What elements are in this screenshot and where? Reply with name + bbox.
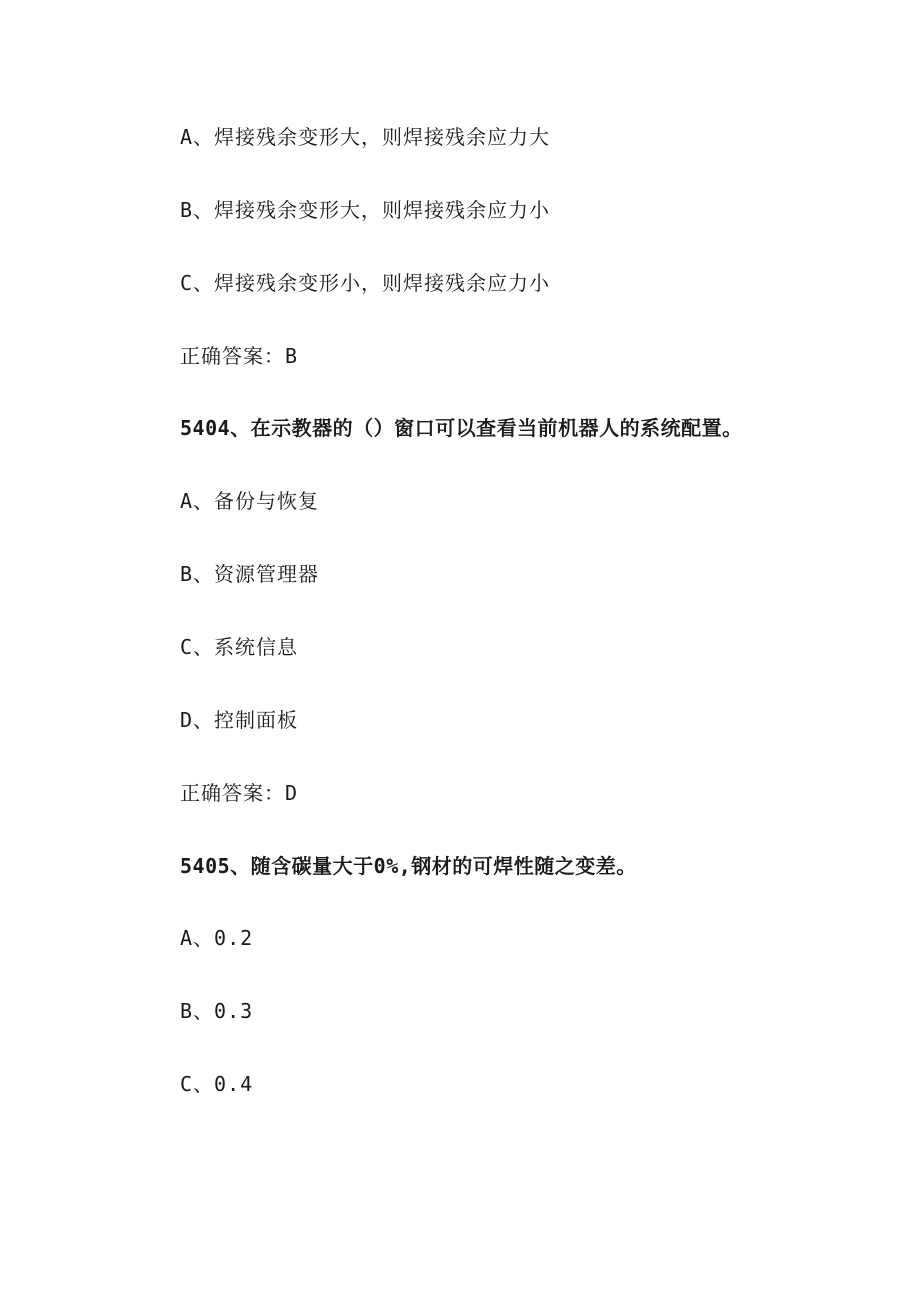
- option-d: D、控制面板: [180, 708, 299, 732]
- option-b: B、焊接残余变形大，则焊接残余应力小: [180, 198, 551, 222]
- option-b: B、0.3: [180, 999, 254, 1023]
- option-c: C、焊接残余变形小，则焊接残余应力小: [180, 271, 551, 295]
- question-stem-5404: 5404、在示教器的（）窗口可以查看当前机器人的系统配置。: [180, 416, 743, 440]
- correct-answer: 正确答案：D: [180, 781, 299, 805]
- correct-answer: 正确答案：B: [180, 344, 299, 368]
- question-stem-5405: 5405、随含碳量大于0%,钢材的可焊性随之变差。: [180, 854, 637, 878]
- option-b: B、资源管理器: [180, 562, 320, 586]
- option-a: A、0.2: [180, 926, 254, 950]
- option-c: C、0.4: [180, 1072, 254, 1096]
- option-a: A、焊接残余变形大，则焊接残余应力大: [180, 125, 551, 149]
- option-a: A、备份与恢复: [180, 489, 320, 513]
- option-c: C、系统信息: [180, 635, 299, 659]
